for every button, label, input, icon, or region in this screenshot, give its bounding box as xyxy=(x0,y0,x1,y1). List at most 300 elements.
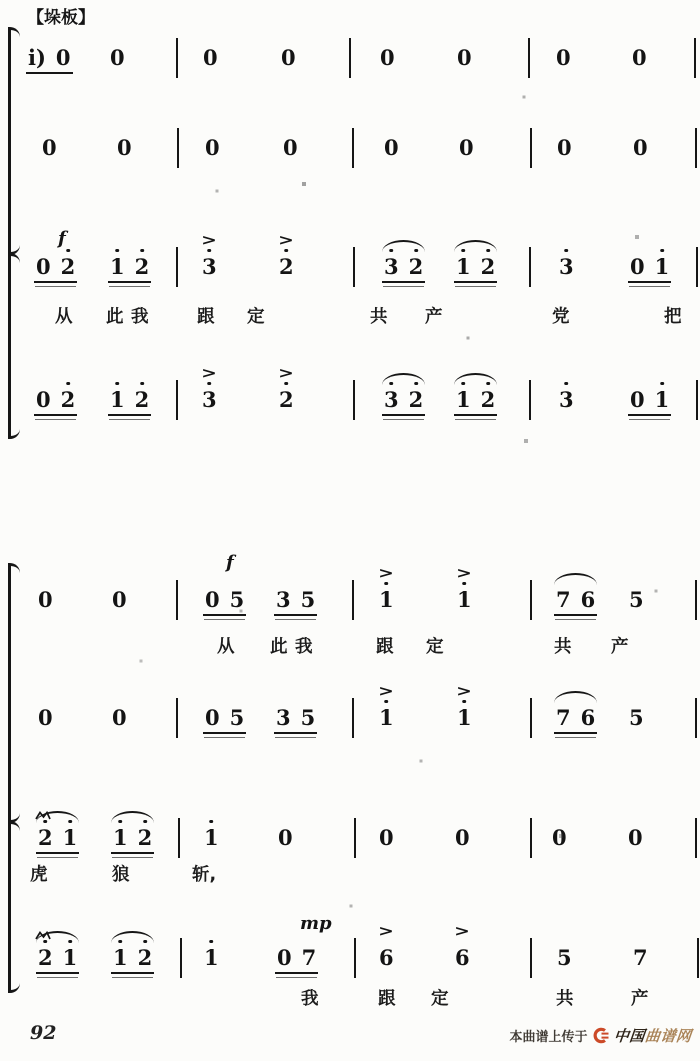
note-group xyxy=(380,46,395,70)
note-group xyxy=(556,46,571,70)
tie-slur xyxy=(554,573,597,585)
note-digit: 0 xyxy=(283,135,298,160)
lyric-char: 跟 xyxy=(378,989,396,1009)
note-char xyxy=(36,255,51,279)
lyric-char: 此 xyxy=(270,637,288,657)
lyric-char: 我 xyxy=(131,307,149,327)
note-digit: 7 xyxy=(301,945,317,970)
lyric-char: 狼 xyxy=(112,865,130,885)
tie-slur xyxy=(454,373,497,385)
beam-underline-2 xyxy=(112,977,153,978)
note-digit: 1 xyxy=(62,945,78,970)
lyric-char: 党 xyxy=(552,307,570,327)
note-char xyxy=(384,388,399,412)
lyric-char: 我 xyxy=(301,989,319,1009)
music-line xyxy=(0,552,700,614)
note-group xyxy=(384,388,423,412)
note-digit: 0 xyxy=(556,45,571,70)
note-digit: 0 xyxy=(380,45,395,70)
note-char xyxy=(379,588,394,612)
note-group xyxy=(559,255,574,279)
note-char xyxy=(379,946,394,970)
accent-mark: > xyxy=(378,564,395,582)
note-digit: 0 xyxy=(38,587,53,612)
note-char xyxy=(38,588,53,612)
accent-mark: > xyxy=(454,922,471,940)
beam-underline-2 xyxy=(204,737,245,738)
note-group xyxy=(559,388,574,412)
note-digit: 2 xyxy=(38,825,53,850)
note-digit: 6 xyxy=(580,705,596,730)
barline xyxy=(530,580,532,620)
note-char xyxy=(138,946,153,970)
octave-dot xyxy=(140,249,144,253)
accent-mark: > xyxy=(378,922,395,940)
note-group xyxy=(276,588,315,612)
note-group xyxy=(38,588,53,612)
beam-underline xyxy=(26,72,73,74)
beam-underline xyxy=(34,414,77,416)
lyric-char: 定 xyxy=(426,637,444,657)
beam-underline xyxy=(454,414,497,416)
note-group xyxy=(455,826,470,850)
note-digit: 3 xyxy=(384,387,399,412)
music-line xyxy=(0,228,700,281)
note-char xyxy=(384,255,399,279)
accent-mark: > xyxy=(201,364,218,382)
octave-dot xyxy=(210,820,214,824)
barline xyxy=(349,38,351,78)
note-digit: 0 xyxy=(630,387,645,412)
note-digit: 3 xyxy=(559,254,574,279)
beam-underline xyxy=(36,972,79,974)
beam-underline xyxy=(274,614,317,616)
note-group xyxy=(633,946,648,970)
note-char xyxy=(36,388,51,412)
barline xyxy=(695,580,697,620)
note-char xyxy=(556,706,571,730)
note-char xyxy=(204,946,219,970)
barline xyxy=(352,698,354,738)
music-line xyxy=(0,46,700,72)
note-char xyxy=(379,826,394,850)
note-char xyxy=(457,46,472,70)
barline xyxy=(697,938,699,978)
note-digit: 5 xyxy=(300,705,316,730)
note-digit: 6 xyxy=(580,587,596,612)
note-char xyxy=(630,388,645,412)
note-digit: 0 xyxy=(36,387,51,412)
note-group xyxy=(629,588,644,612)
note-char xyxy=(459,136,474,160)
note-digit: 0 xyxy=(384,135,399,160)
tie-slur xyxy=(111,811,154,823)
note-digit: 0 xyxy=(205,587,220,612)
lyric-char: 共 xyxy=(370,307,388,327)
note-digit: 2 xyxy=(480,387,496,412)
note-group xyxy=(378,922,395,970)
note-char xyxy=(279,388,294,412)
note-char xyxy=(581,706,596,730)
note-group xyxy=(557,946,572,970)
beam-underline xyxy=(628,281,671,283)
note-digit: 1 xyxy=(379,705,394,730)
lyric-char: 共 xyxy=(554,637,572,657)
note-digit: 0 xyxy=(277,945,292,970)
lyric-char: 跟 xyxy=(197,307,215,327)
note-char xyxy=(629,706,644,730)
note-group xyxy=(113,826,152,850)
note-digit: 0 xyxy=(632,45,647,70)
beam-underline-2 xyxy=(112,857,153,858)
note-digit: 0 xyxy=(455,825,470,850)
beam-underline-2 xyxy=(204,619,245,620)
note-digit: 5 xyxy=(229,587,245,612)
note-digit: 2 xyxy=(279,254,294,279)
watermark-text: 本曲谱上传于 xyxy=(509,1030,588,1045)
note-char xyxy=(633,946,648,970)
lyric-char: 从 xyxy=(55,307,73,327)
beam-underline xyxy=(382,281,425,283)
barline xyxy=(176,698,178,738)
note-group xyxy=(205,588,244,612)
accent-mark: > xyxy=(278,231,295,249)
note-char xyxy=(655,388,670,412)
note-char xyxy=(281,46,296,70)
note-digit: 3 xyxy=(276,705,291,730)
note-group xyxy=(117,136,132,160)
note-group xyxy=(454,922,471,970)
music-line xyxy=(0,682,700,732)
note-char xyxy=(42,136,57,160)
note-group xyxy=(281,46,296,70)
note-char xyxy=(301,588,316,612)
note-group xyxy=(557,136,572,160)
note-char xyxy=(276,588,291,612)
note-digit: 5 xyxy=(229,705,245,730)
beam-underline xyxy=(36,852,79,854)
note-group xyxy=(278,826,293,850)
note-digit: 5 xyxy=(300,587,316,612)
barline xyxy=(695,698,697,738)
lyrics-line xyxy=(0,636,700,658)
barline xyxy=(176,580,178,620)
note-digit: 0 xyxy=(112,705,127,730)
lyric-char: 虎 xyxy=(30,865,48,885)
lyric-char: 跟 xyxy=(376,637,394,657)
note-char xyxy=(581,588,596,612)
note-digit: 7 xyxy=(556,587,571,612)
tie-slur xyxy=(382,240,425,252)
note-group xyxy=(459,136,474,160)
octave-dot xyxy=(66,249,70,253)
note-digit: 0 xyxy=(379,825,394,850)
lyric-char: 斩, xyxy=(192,865,217,885)
note-group xyxy=(630,388,669,412)
note-char xyxy=(279,255,294,279)
note-digit: 1 xyxy=(457,705,472,730)
note-group xyxy=(36,255,75,279)
note-group xyxy=(204,946,219,970)
beam-underline-2 xyxy=(275,619,316,620)
note-char xyxy=(481,388,496,412)
note-group xyxy=(28,46,71,70)
barline xyxy=(528,38,530,78)
note-group xyxy=(378,564,395,612)
note-group xyxy=(456,564,473,612)
note-group xyxy=(201,231,218,279)
note-group xyxy=(456,255,495,279)
note-digit: 1 xyxy=(110,387,125,412)
note-char xyxy=(409,255,424,279)
note-group xyxy=(205,136,220,160)
barline xyxy=(529,247,531,287)
note-char xyxy=(61,388,76,412)
music-line xyxy=(0,913,700,972)
note-group xyxy=(110,46,125,70)
watermark-site-rest: 曲谱网 xyxy=(644,1027,693,1045)
note-digit: 3 xyxy=(276,587,291,612)
note-char xyxy=(409,388,424,412)
note-digit: 1 xyxy=(62,825,78,850)
note-digit: 2 xyxy=(134,387,150,412)
note-digit: 0 xyxy=(110,45,125,70)
note-group xyxy=(556,706,595,730)
watermark-site-name xyxy=(613,1025,693,1046)
octave-dot xyxy=(565,382,569,386)
note-group xyxy=(278,364,295,412)
note-group xyxy=(113,946,152,970)
note-digit: 3 xyxy=(202,254,217,279)
barline xyxy=(176,247,178,287)
note-digit: 0 xyxy=(203,45,218,70)
octave-dot xyxy=(660,249,664,253)
lyric-char: 把 xyxy=(664,307,682,327)
barline xyxy=(176,380,178,420)
barline xyxy=(354,818,356,858)
music-line xyxy=(0,826,700,852)
note-digit: 2 xyxy=(480,254,496,279)
note-char xyxy=(481,255,496,279)
note-digit: 7 xyxy=(633,945,648,970)
note-digit: 3 xyxy=(559,387,574,412)
beam-underline xyxy=(275,972,318,974)
note-char xyxy=(302,946,317,970)
note-char xyxy=(380,46,395,70)
beam-underline xyxy=(111,852,154,854)
note-char xyxy=(230,706,245,730)
note-digit: 5 xyxy=(557,945,572,970)
note-char xyxy=(202,388,217,412)
note-char xyxy=(283,136,298,160)
note-char xyxy=(61,255,76,279)
note-group xyxy=(556,588,595,612)
note-group xyxy=(633,136,648,160)
beam-underline-2 xyxy=(35,286,76,287)
note-digit: 1 xyxy=(110,254,125,279)
note-char xyxy=(557,946,572,970)
note-group xyxy=(384,136,399,160)
note-char xyxy=(112,706,127,730)
note-digit: 5 xyxy=(629,587,644,612)
note-char xyxy=(456,255,471,279)
note-group xyxy=(112,588,127,612)
note-group xyxy=(38,706,53,730)
note-char xyxy=(230,588,245,612)
barline xyxy=(530,818,532,858)
note-digit: 0 xyxy=(457,45,472,70)
note-char xyxy=(457,706,472,730)
beam-underline xyxy=(108,414,151,416)
octave-dot xyxy=(116,382,120,386)
note-digit: 1 xyxy=(457,587,472,612)
note-char xyxy=(112,588,127,612)
note-char xyxy=(63,946,78,970)
lyric-char: 共 xyxy=(556,989,574,1009)
note-group xyxy=(42,136,57,160)
lyrics-line xyxy=(0,864,700,886)
note-digit: 0 xyxy=(205,135,220,160)
note-char xyxy=(203,46,218,70)
note-char xyxy=(556,46,571,70)
note-digit: 2 xyxy=(60,387,76,412)
tie-slur xyxy=(454,240,497,252)
note-group xyxy=(276,706,315,730)
note-char xyxy=(38,826,53,850)
dynamic-mark: f xyxy=(58,228,66,249)
accent-mark: > xyxy=(201,231,218,249)
music-line xyxy=(0,136,700,162)
beam-underline xyxy=(34,281,77,283)
note-char xyxy=(138,826,153,850)
lyric-char: 此 xyxy=(106,307,124,327)
accent-mark: > xyxy=(456,564,473,582)
note-char xyxy=(559,255,574,279)
note-char xyxy=(113,946,128,970)
note-char xyxy=(629,588,644,612)
beam-underline-2 xyxy=(455,286,496,287)
note-group xyxy=(201,364,218,412)
note-digit: 1 xyxy=(113,945,128,970)
note-group xyxy=(205,706,244,730)
barline xyxy=(354,938,356,978)
beam-underline-2 xyxy=(555,737,596,738)
note-group xyxy=(632,46,647,70)
note-digit: 1 xyxy=(113,825,128,850)
beam-underline xyxy=(382,414,425,416)
note-char xyxy=(552,826,567,850)
note-group xyxy=(36,388,75,412)
barline xyxy=(353,247,355,287)
beam-underline-2 xyxy=(275,737,316,738)
note-char xyxy=(379,706,394,730)
note-char xyxy=(456,388,471,412)
beam-underline-2 xyxy=(555,619,596,620)
dynamic-mark: f xyxy=(226,552,234,573)
note-char xyxy=(63,826,78,850)
note-char xyxy=(276,706,291,730)
note-char xyxy=(110,388,125,412)
note-char xyxy=(278,826,293,850)
mordent-icon xyxy=(35,801,51,825)
note-digit: 6 xyxy=(379,945,394,970)
note-digit: 1 xyxy=(204,825,219,850)
note-group xyxy=(283,136,298,160)
note-digit: 5 xyxy=(629,705,644,730)
beam-underline xyxy=(628,414,671,416)
scan-noise xyxy=(0,0,2,2)
lyric-char: 产 xyxy=(425,307,443,327)
beam-underline xyxy=(554,614,597,616)
beam-underline-2 xyxy=(629,286,670,287)
dynamic-mark: mp xyxy=(300,913,332,934)
octave-dot xyxy=(565,249,569,253)
beam-underline-2 xyxy=(383,286,424,287)
note-digit: i) xyxy=(28,45,46,70)
note-digit: 2 xyxy=(38,945,53,970)
note-char xyxy=(301,706,316,730)
note-group xyxy=(630,255,669,279)
note-char xyxy=(56,46,71,70)
barline xyxy=(694,38,696,78)
note-digit: 0 xyxy=(38,705,53,730)
note-group xyxy=(278,231,295,279)
barline xyxy=(352,128,354,168)
note-digit: 6 xyxy=(455,945,470,970)
note-char xyxy=(557,136,572,160)
note-char xyxy=(205,136,220,160)
page-number: 92 xyxy=(30,1022,57,1044)
note-char xyxy=(38,946,53,970)
note-group xyxy=(203,46,218,70)
barline xyxy=(696,247,698,287)
note-char xyxy=(205,588,220,612)
note-char xyxy=(455,946,470,970)
note-digit: 0 xyxy=(117,135,132,160)
barline xyxy=(530,938,532,978)
accent-mark: > xyxy=(278,364,295,382)
beam-underline-2 xyxy=(37,857,78,858)
barline xyxy=(529,380,531,420)
beam-underline xyxy=(203,614,246,616)
lyric-char: 我 xyxy=(295,637,313,657)
note-char xyxy=(135,388,150,412)
note-digit: 0 xyxy=(42,135,57,160)
note-char xyxy=(135,255,150,279)
note-group xyxy=(456,388,495,412)
accent-mark: > xyxy=(456,682,473,700)
barline xyxy=(180,938,182,978)
note-group xyxy=(277,946,316,970)
note-digit: 0 xyxy=(205,705,220,730)
beam-underline-2 xyxy=(455,419,496,420)
note-group xyxy=(384,255,423,279)
barline xyxy=(353,380,355,420)
barline xyxy=(178,818,180,858)
barline xyxy=(695,818,697,858)
beam-underline-2 xyxy=(109,286,150,287)
note-digit: 3 xyxy=(202,387,217,412)
beam-underline-2 xyxy=(109,419,150,420)
note-digit: 1 xyxy=(456,387,471,412)
note-digit: 2 xyxy=(60,254,76,279)
note-digit: 2 xyxy=(137,825,153,850)
note-digit: 2 xyxy=(134,254,150,279)
barline xyxy=(177,128,179,168)
note-group xyxy=(629,706,644,730)
note-char xyxy=(38,706,53,730)
lyric-char: 从 xyxy=(217,637,235,657)
